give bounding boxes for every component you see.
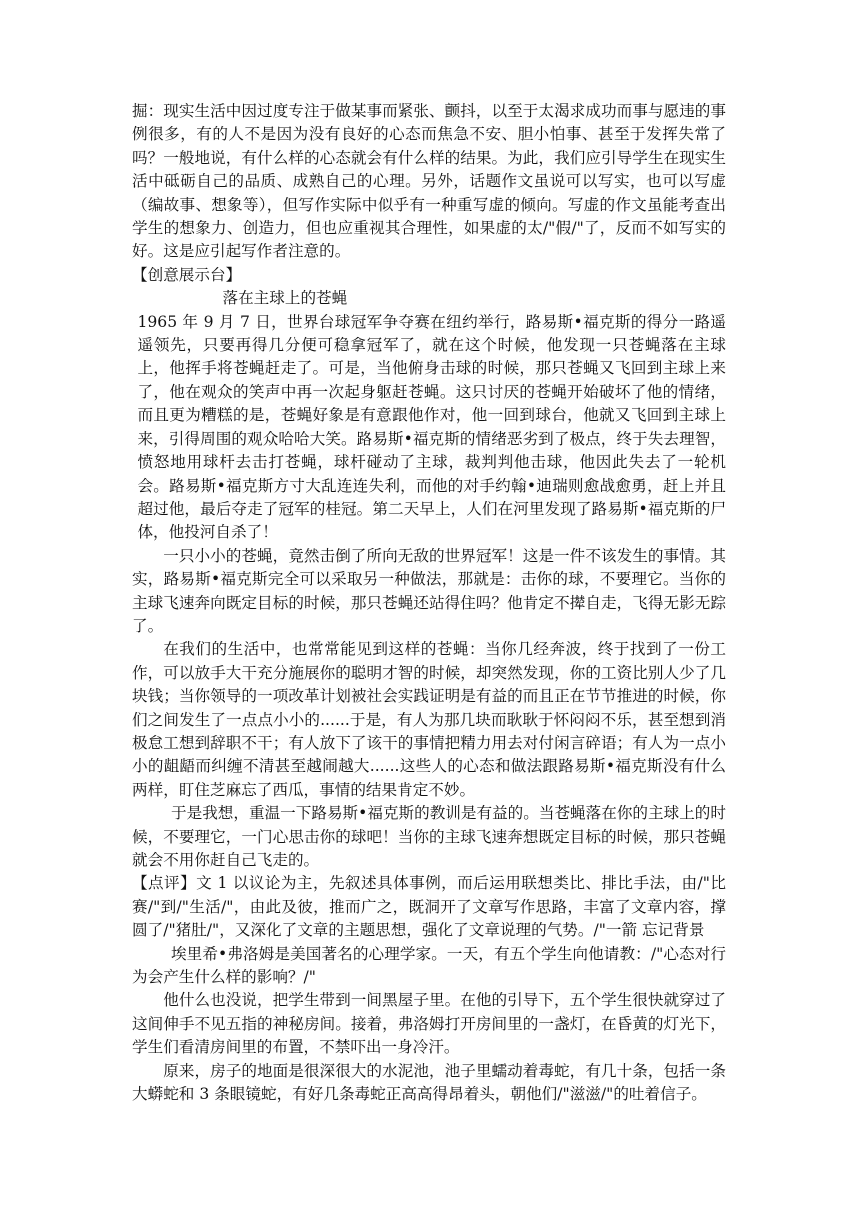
snake-pool-paragraph: 原来，房子的地面是很深很大的水泥池，池子里蠕动着毒蛇，有几十条，包括一条大蟒蛇和 3 条眼镜蛇，有好几条毒蛇正高高得昂着头，朝他们/"滋滋/"的吐着信子。 — [132, 1061, 726, 1104]
intro-paragraph: 掘：现实生活中因过度专注于做某事而紧张、颤抖，以至于太渴求成功而事与愿违的事例很多，有的人不是因为没有良好的心态而焦急不安、胆小怕事、甚至于发挥失常了吗？一般地说，有什么样的心态就会有什么样的结果。为此，我们应引导学生在现实生活中砥砺自己的品质、成熟自己的心理。另外，话题作文虽说可以写实，也可以写虚（编故事、想象等），但写作实际中似乎有一种重写虚的倾向。写虚的作文虽能考查出学生的想象力、创造力，但也应重视其合理性，如果虚的太/"假/"了，反而不如写实的好。这是应引起写作者注意的。 — [132, 102, 726, 261]
section-heading: 【创意展示台】 — [132, 265, 242, 284]
story-paragraph: 1965 年 9 月 7 日，世界台球冠军争夺赛在纽约举行，路易斯•福克斯的得分一路遥遥领先，只要再得几分便可稳拿冠军了，就在这个时候，他发现一只苍蝇落在主球上，他挥手将苍蝇赶走了。可是，当他俯身击球的时候，那只苍蝇又飞回到主球上来了，他在观众的笑声中再一次起身躯赶苍蝇。这只讨厌的苍蝇开始破坏了他的情绪，而且更为糟糕的是，苍蝇好象是有意跟他作对，他一回到球台，他就又飞回到主球上来，引得周围的观众哈哈大笑。路易斯•福克斯的情绪恶劣到了极点，终于失去理智，愤怒地用球杆去击打苍蝇，球杆碰动了主球，裁判判他击球，他因此失去了一轮机会。路易斯•福克斯方寸大乱连连失利，而他的对手约翰•迪瑞则愈战愈勇，赶上并且超过他，最后夺走了冠军的桂冠。第二天早上，人们在河里发现了路易斯•福克斯的尸体，他投河自杀了！ — [137, 312, 726, 542]
essay-title: 落在主球上的苍蝇 — [222, 289, 348, 308]
commentary-paragraph: 【点评】文 1 以议论为主，先叙述具体事例，而后运用联想类比、排比手法，由/"比赛/"到/"生活/"，由此及彼，推而广之，既洞开了文章写作思路，丰富了文章内容，撑圆了/"猪肚/"，又深化了文章的主题思想，强化了文章说理的气势。/"一箭 忘记背景 — [132, 874, 726, 940]
document-body — [132, 100, 726, 1106]
life-examples-paragraph: 在我们的生活中，也常常能见到这样的苍蝇：当你几经奔波，终于找到了一份工作，可以放手大干充分施展你的聪明才智的时候，却突然发现，你的工资比别人少了几块钱；当你领导的一项改革计划被社会实践证明是有益的而且正在节节推进的时候，你们之间发生了一点点小小的......于是，有人为那几块而耿耿于怀闷闷不乐，甚至想到消极怠工想到辞职不干；有人放下了该干的事情把精力用去对付闲言碎语；有人为一点小小的龃龉而纠缠不清甚至越闹越大......这些人的心态和做法跟路易斯•福克斯没有什么两样，盯住芝麻忘了西瓜，事情的结果肯定不妙。 — [132, 640, 726, 799]
fromm-intro-paragraph: 埃里希•弗洛姆是美国著名的心理学家。一天，有五个学生向他请教：/"心态对行为会产生什么样的影响？/" — [132, 944, 726, 987]
dark-room-paragraph: 他什么也没说，把学生带到一间黑屋子里。在他的引导下，五个学生很快就穿过了这间伸手不见五指的神秘房间。接着，弗洛姆打开房间里的一盏灯，在昏黄的灯光下，学生们看清房间里的布置，不禁吓出一身冷汗。 — [132, 991, 726, 1057]
reflection-paragraph: 一只小小的苍蝇，竟然击倒了所向无敌的世界冠军！这是一件不该发生的事情。其实，路易斯•福克斯完全可以采取另一种做法，那就是：击你的球，不要理它。当你的主球飞速奔向既定目标的时候，那只苍蝇还站得住吗？他肯定不撵自走，飞得无影无踪了。 — [132, 546, 726, 635]
conclusion-paragraph: 于是我想，重温一下路易斯•福克斯的教训是有益的。当苍蝇落在你的主球上的时候，不要理它，一门心思击你的球吧！当你的主球飞速奔想既定目标的时候，那只苍蝇就会不用你赶自己飞走的。 — [132, 804, 726, 869]
